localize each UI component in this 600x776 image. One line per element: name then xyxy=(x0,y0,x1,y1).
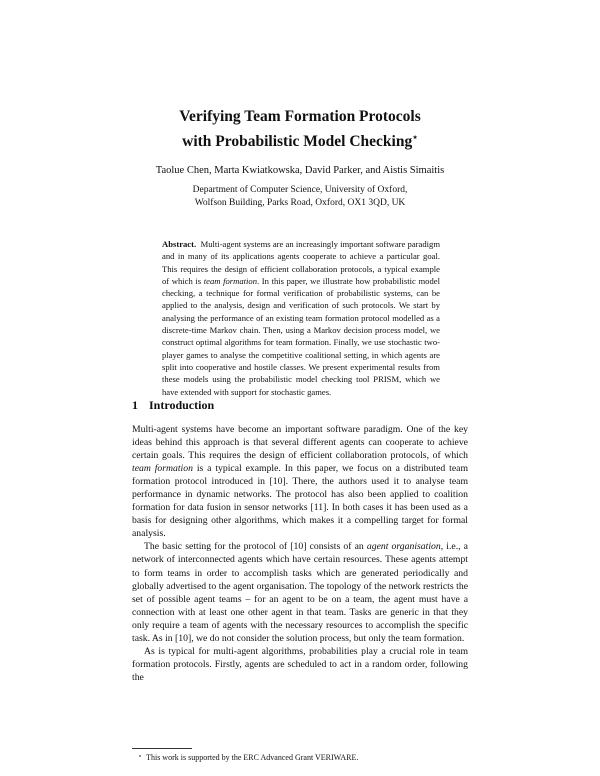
paragraph-2-emphasis: agent organisation xyxy=(366,541,441,553)
paragraph-2-text-b: , i.e., a network of interconnected agents which have certain resources. These agents attempt to form teams in order to accomplish tasks which are generated periodically and globally advertised to the agent organisation. The topology of the network restricts the set of possible agent teams – for an agent to be on a team, the agent must have a connection with at least one other agent in that team. Tasks are generic in that they only require a team of agents with the necessary resources to accomplish the specific task. As in [10], we do not consider the solution process, but only the team formation. xyxy=(132,541,468,644)
paragraph-1-emphasis: team formation xyxy=(132,463,193,475)
footnote-divider xyxy=(132,748,192,749)
footnote-text: This work is supported by the ERC Advanced Grant VERIWARE. xyxy=(146,753,359,762)
paragraph-2 xyxy=(132,540,468,644)
section-title: Introduction xyxy=(149,398,215,412)
abstract-label: Abstract. xyxy=(162,239,197,249)
abstract-text-1: Multi-agent systems are an increasingly important software paradigm and in many of its applications agents cooperate to achieve a particular goal. This requires the design of efficient collaboration protocols, a typical example of which is xyxy=(162,239,440,286)
paragraph-1 xyxy=(132,423,468,540)
paragraph-3: As is typical for multi-agent algorithms, probabilities play a crucial role in team formation protocols. Firstly, agents are scheduled to act in a random order, following the xyxy=(132,645,468,683)
title-footnote-marker[interactable]: ⋆ xyxy=(412,132,418,142)
title-line-1: Verifying Team Formation Protocols xyxy=(179,108,421,125)
paragraph-1-text-b: is a typical example. In this paper, we focus on a distributed team formation protocol introduced in [10]. There, the authors used it to analyse team performance in dynamic networks. The protocol has also been applied to coalition formation for data fusion in sensor networks [11]. In both cases it has been used as a basis for designing other algorithms, which makes it a compelling target for formal analysis. xyxy=(132,463,468,540)
paragraph-1-text-a: Multi-agent systems have become an important software paradigm. One of the key ideas behind this approach is that several different agents can cooperate to achieve certain goals. This requires the design of efficient collaboration protocols, of which xyxy=(132,424,468,462)
author-list: Taolue Chen, Marta Kwiatkowska, David Parker, and Aistis Simaitis xyxy=(155,165,445,176)
paragraph-2-text-a: The basic setting for the protocol of [10] consists of an xyxy=(144,541,367,553)
affiliation xyxy=(100,184,500,209)
footnote xyxy=(138,752,468,763)
abstract-text-2: . In this paper, we illustrate how probabilistic model checking, a technique for formal verification of probabilistic systems, can be applied to the analysis, design and verification of such protocols. We start by analysing the performance of an existing team formation protocol modelled as a discrete-time Markov chain. Then, using a Markov decision process model, we construct optimal algorithms for team formation. Finally, we use stochastic two-player games to analyse the competitive coalitional setting, in which agents are split into cooperative and hostile classes. We present experimental results from these models using the probabilistic model checking tool PRISM, which we have extended with support for stochastic games. xyxy=(162,275,440,397)
footnote-marker: ⋆ xyxy=(138,753,143,760)
title-line-2: with Probabilistic Model Checking xyxy=(182,133,413,150)
section-heading xyxy=(132,398,214,412)
abstract xyxy=(162,238,440,398)
abstract-emphasis: team formation xyxy=(203,275,258,286)
section-body xyxy=(132,423,468,684)
affiliation-line-1: Department of Computer Science, University of Oxford, xyxy=(192,185,408,195)
section-number: 1 xyxy=(132,398,138,412)
affiliation-line-2: Wolfson Building, Parks Road, Oxford, OX1 3QD, UK xyxy=(194,197,406,208)
paper-title xyxy=(120,107,480,152)
